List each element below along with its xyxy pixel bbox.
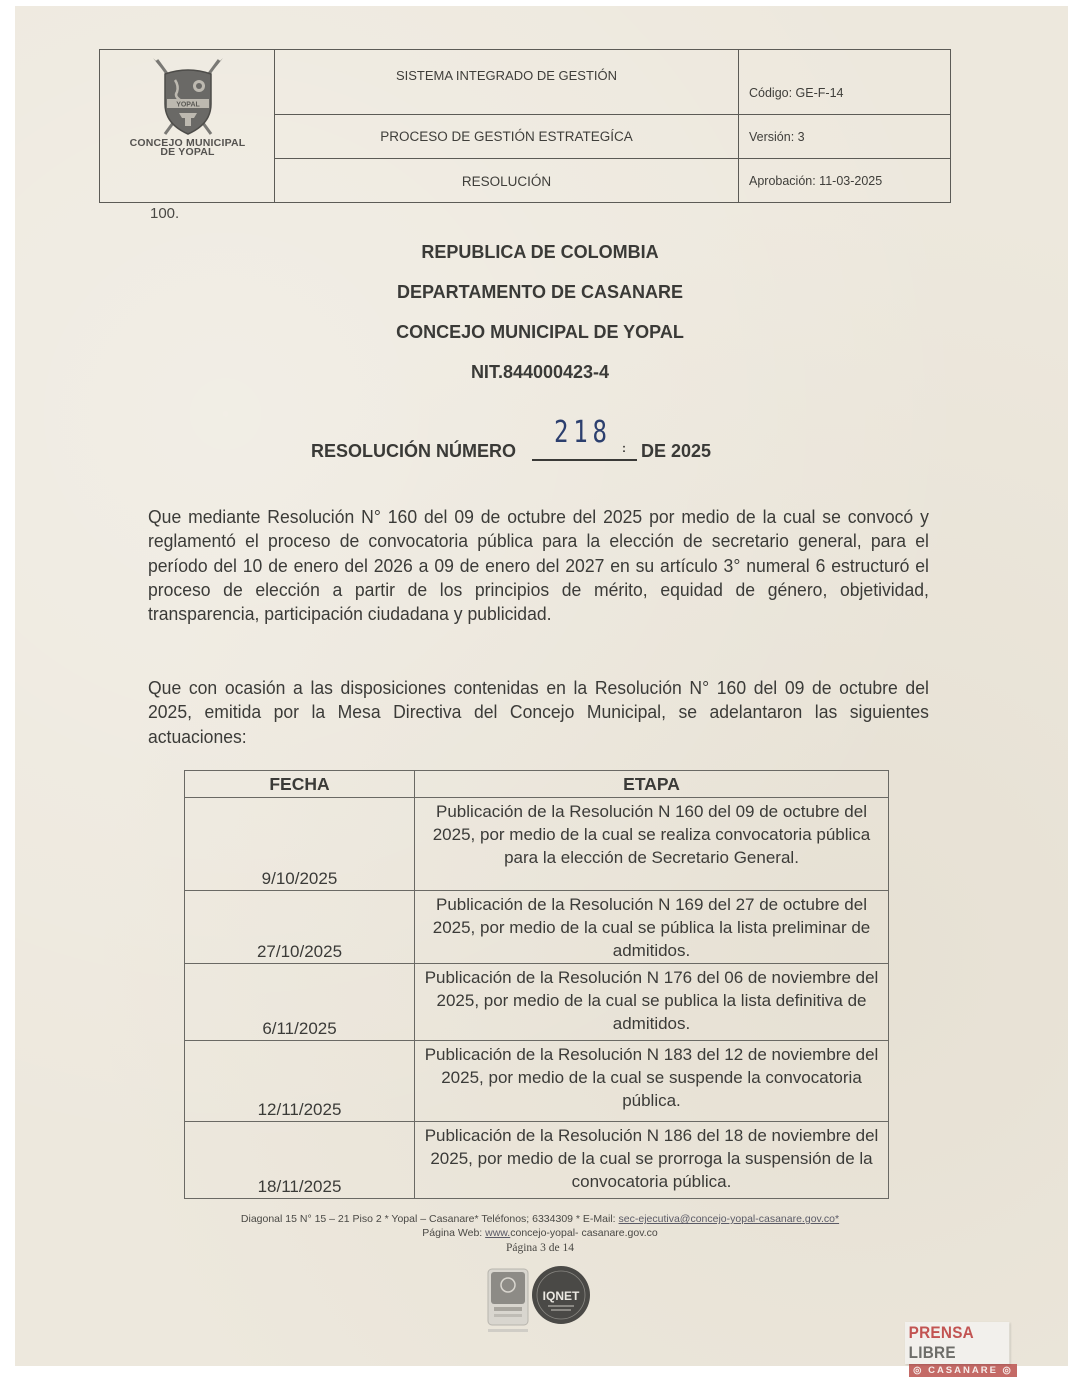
footer-web-label: Página Web: <box>422 1227 486 1239</box>
row-stage: Publicación de la Resolución N 186 del 18 de noviembre del 2025, por medio de la cual se prorroga la suspensión de la convocatoria pública. <box>415 1122 889 1199</box>
folio-number: 100. <box>150 205 180 222</box>
row-date: 18/11/2025 <box>185 1122 415 1199</box>
resolution-label: RESOLUCIÓN NÚMERO <box>311 441 517 461</box>
svg-text:YOPAL: YOPAL <box>175 101 200 109</box>
body-paragraph-2: Que con ocasión a las disposiciones contenidas en la Resolución N° 160 del 09 de octubre del 2025, emitida por la Mesa Directiva del Concejo Municipal, se adelantaron las siguientes actuaciones: <box>148 677 929 747</box>
document-version: Versión: 3 <box>739 115 950 159</box>
resolution-year: DE 2025 <box>641 441 712 461</box>
council-name-line1: CONCEJO MUNICIPAL <box>129 137 246 149</box>
table-row <box>185 964 889 1041</box>
row-stage: Publicación de la Resolución N 160 del 09 de octubre del 2025, por medio de la cual se realiza convocatoria pública para la elección de Secretario General. <box>415 798 889 891</box>
row-date: 12/11/2025 <box>185 1041 415 1122</box>
resolution-number-line <box>311 415 731 465</box>
row-date: 6/11/2025 <box>185 964 415 1041</box>
footer-address: Diagonal 15 N° 15 – 21 Piso 2 * Yopal – Casanare* Teléfonos; 6334309 * E-Mail: <box>240 1213 619 1225</box>
council-logo <box>100 56 275 158</box>
number-blank-line <box>532 459 637 461</box>
footer-web-line <box>0 1227 1080 1239</box>
table-row <box>185 798 889 891</box>
svg-text:IQNET: IQNET <box>542 1289 580 1303</box>
document-header-table <box>99 49 951 203</box>
table-header-row <box>185 771 889 798</box>
iqnet-certification-icon <box>532 1266 590 1324</box>
table-row <box>185 1041 889 1122</box>
watermark-region: ◎ CASANARE ◎ <box>909 1364 1017 1377</box>
body-paragraph-1: Que mediante Resolución N° 160 del 09 de octubre del 2025 por medio de la cual se convocó y reglamentó el proceso de convocatoria pública para la elección de secretario general, para el período del 10 de enero del 2026 a 09 de enero del 2027 en su artículo 3° numeral 6 estructuró el proceso de elección a partir de los principios de mérito, equidad de género, objetividad, transparencia, participación ciudadana y publicidad. <box>148 506 929 625</box>
header-process-column <box>275 50 739 202</box>
council-title: CONCEJO MUNICIPAL DE YOPAL <box>396 322 684 342</box>
watermark-brand: PRENSA LIBRE <box>905 1322 1009 1364</box>
footer-web-domain: concejo-yopal- casanare.gov.co <box>510 1227 658 1239</box>
certification-seals <box>486 1265 596 1340</box>
council-name-line2: DE YOPAL <box>160 146 215 158</box>
department-title: DEPARTAMENTO DE CASANARE <box>396 282 683 302</box>
document-type: RESOLUCIÓN <box>461 173 552 189</box>
page-number: Página 3 de 14 <box>505 1242 575 1254</box>
row-date: 9/10/2025 <box>185 798 415 891</box>
country-title: REPUBLICA DE COLOMBIA <box>421 242 659 262</box>
approval-date: Aprobación: 11-03-2025 <box>749 174 883 188</box>
document-code: Código: GE-F-14 <box>739 50 950 115</box>
column-header-etapa: ETAPA <box>415 771 889 798</box>
row-date: 27/10/2025 <box>185 891 415 964</box>
system-name: SISTEMA INTEGRADO DE GESTIÓN <box>275 50 738 115</box>
process-name: PROCESO DE GESTIÓN ESTRATEGÍCA <box>275 115 738 159</box>
municipal-coat-of-arms-icon <box>143 56 233 140</box>
table-row <box>185 1122 889 1199</box>
header-logo-cell <box>100 50 275 202</box>
row-stage: Publicación de la Resolución N 176 del 06 de noviembre del 2025, por medio de la cual se publica la lista definitiva de admitidos. <box>415 964 889 1041</box>
footer-contact-line <box>0 1213 1080 1225</box>
handwritten-resolution-number: 218 <box>554 415 612 450</box>
icontec-certification-icon <box>488 1269 528 1332</box>
header-meta-column <box>739 50 950 202</box>
footer-web-link[interactable]: www. <box>485 1227 511 1239</box>
row-stage: Publicación de la Resolución N 183 del 12 de noviembre del 2025, por medio de la cual se suspende la convocatoria pública. <box>415 1041 889 1122</box>
actions-timeline-table <box>184 770 889 1199</box>
row-stage: Publicación de la Resolución N 169 del 27 de octubre del 2025, por medio de la cual se pública la lista preliminar de admitidos. <box>415 891 889 964</box>
ink-mark: : <box>622 441 626 455</box>
prensa-libre-watermark <box>905 1322 1021 1377</box>
nit-number: NIT.844000423-4 <box>470 362 610 382</box>
footer-email-link[interactable]: sec-ejecutiva@concejo-yopal-casanare.gov.co* <box>618 1213 840 1225</box>
column-header-fecha: FECHA <box>185 771 415 798</box>
table-row <box>185 891 889 964</box>
